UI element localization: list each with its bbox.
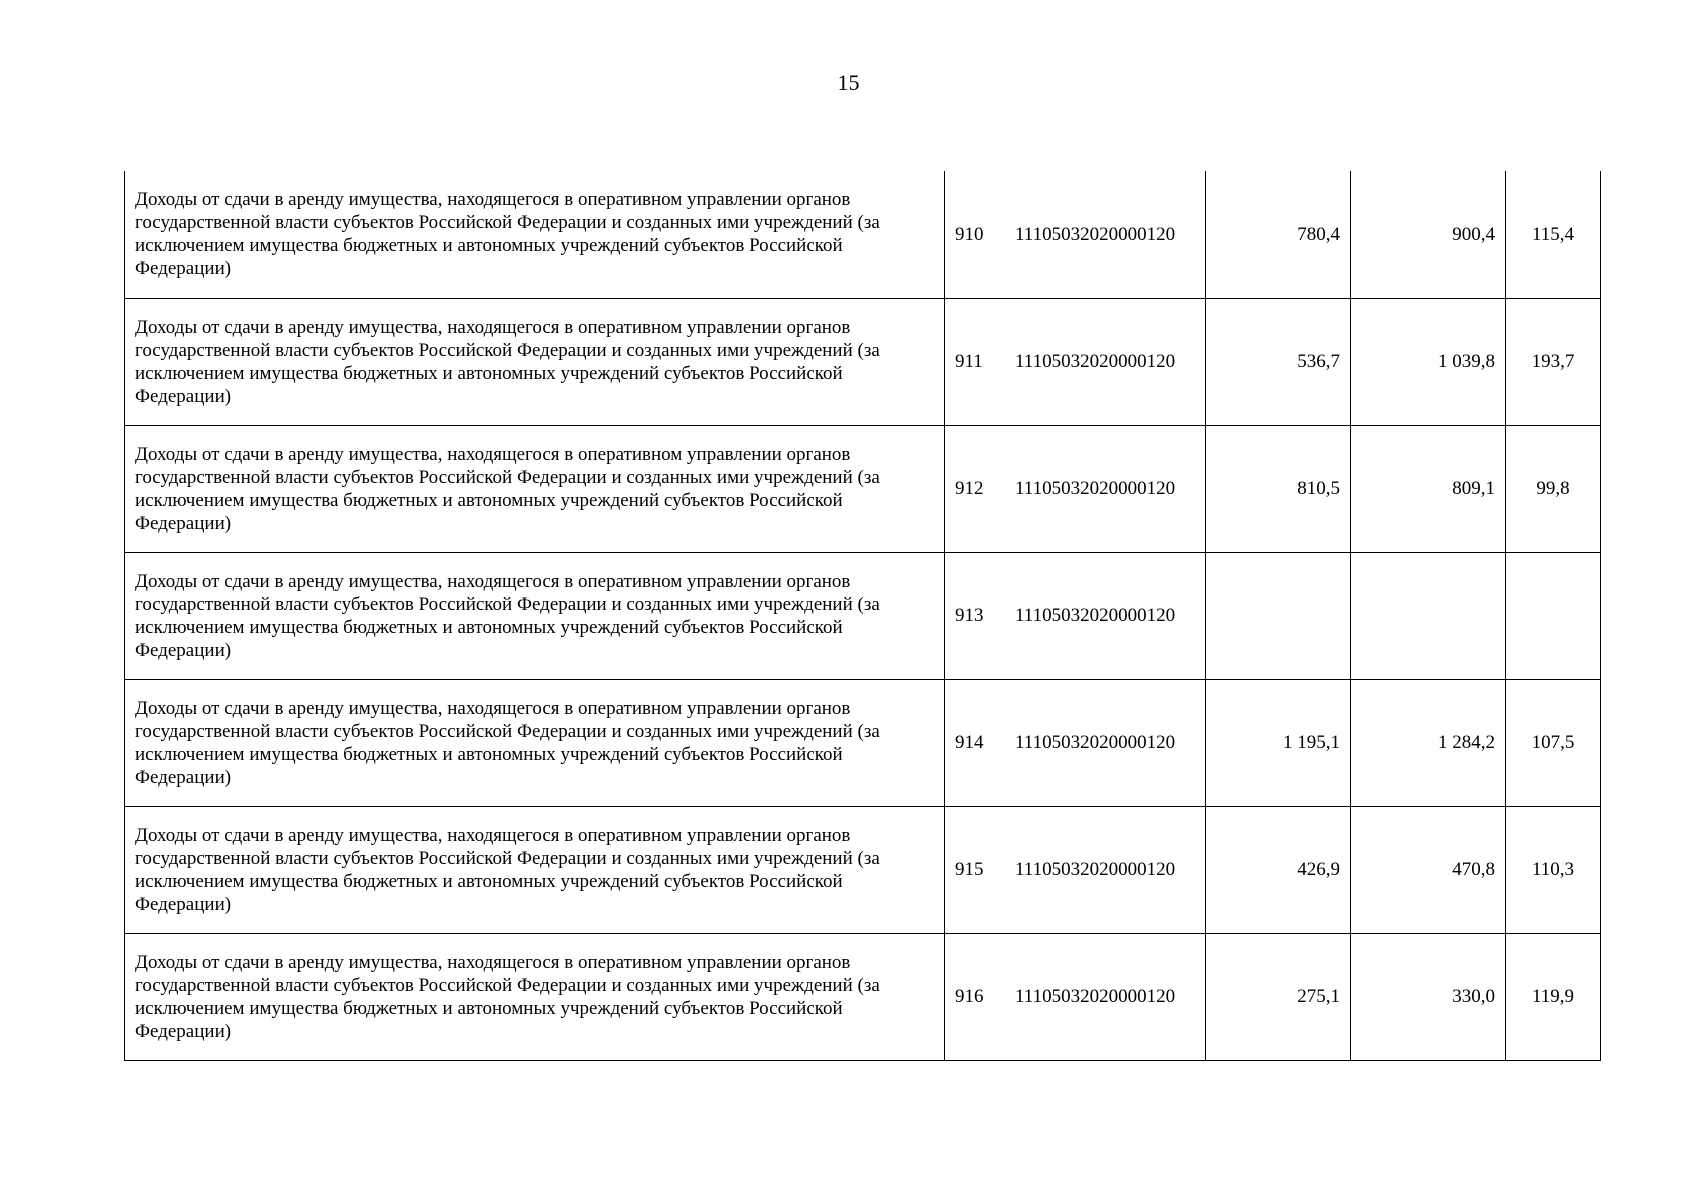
value-1-cell: 275,1 bbox=[1206, 933, 1351, 1060]
percent-cell: 115,4 bbox=[1506, 171, 1601, 298]
admin-code: 910 bbox=[955, 223, 984, 245]
percent-cell: 107,5 bbox=[1506, 679, 1601, 806]
admin-code: 915 bbox=[955, 859, 984, 880]
admin-code: 913 bbox=[955, 605, 984, 626]
income-name-cell: Доходы от сдачи в аренду имущества, находящегося в оперативном управлении органов государственной власти субъектов Российской Федерации и созданных ими учреждений (за исключением имущества бюджетных и автономных учреждений субъектов Российской Федерации) bbox=[125, 806, 945, 933]
income-name-cell: Доходы от сдачи в аренду имущества, находящегося в оперативном управлении органов государственной власти субъектов Российской Федерации и созданных ими учреждений (за исключением имущества бюджетных и автономных учреждений субъектов Российской Федерации) bbox=[125, 552, 945, 679]
income-table bbox=[124, 171, 1601, 1061]
value-2-cell: 330,0 bbox=[1351, 933, 1506, 1060]
income-name-cell: Доходы от сдачи в аренду имущества, находящегося в оперативном управлении органов государственной власти субъектов Российской Федерации и созданных ими учреждений (за исключением имущества бюджетных и автономных учреждений субъектов Российской Федерации) bbox=[125, 679, 945, 806]
value-2-cell: 900,4 bbox=[1351, 171, 1506, 298]
table-row bbox=[125, 679, 1601, 806]
code-cell bbox=[945, 933, 1206, 1060]
percent-cell: 119,9 bbox=[1506, 933, 1601, 1060]
value-2-cell bbox=[1351, 552, 1506, 679]
percent-cell: 193,7 bbox=[1506, 298, 1601, 425]
admin-code: 912 bbox=[955, 478, 984, 499]
code-cell bbox=[945, 171, 1206, 298]
value-2-cell: 1 039,8 bbox=[1351, 298, 1506, 425]
value-1-cell: 1 195,1 bbox=[1206, 679, 1351, 806]
code-cell bbox=[945, 806, 1206, 933]
table-row bbox=[125, 171, 1601, 298]
income-name-cell: Доходы от сдачи в аренду имущества, находящегося в оперативном управлении органов государственной власти субъектов Российской Федерации и созданных ими учреждений (за исключением имущества бюджетных и автономных учреждений субъектов Российской Федерации) bbox=[125, 933, 945, 1060]
value-1-cell: 536,7 bbox=[1206, 298, 1351, 425]
kbk-code: 11105032020000120 bbox=[1015, 478, 1176, 499]
kbk-code: 11105032020000120 bbox=[1015, 986, 1176, 1007]
value-1-cell bbox=[1206, 552, 1351, 679]
kbk-code: 11105032020000120 bbox=[1015, 351, 1176, 372]
value-1-cell: 780,4 bbox=[1206, 171, 1351, 298]
value-2-cell: 470,8 bbox=[1351, 806, 1506, 933]
admin-code: 914 bbox=[955, 732, 984, 753]
kbk-code: 11105032020000120 bbox=[1015, 605, 1176, 626]
page-number: 15 bbox=[837, 70, 860, 95]
kbk-code: 11105032020000120 bbox=[1015, 732, 1176, 753]
code-cell bbox=[945, 298, 1206, 425]
percent-cell: 110,3 bbox=[1506, 806, 1601, 933]
code-cell bbox=[945, 679, 1206, 806]
value-2-cell: 1 284,2 bbox=[1351, 679, 1506, 806]
kbk-code: 11105032020000120 bbox=[1015, 223, 1176, 245]
value-1-cell: 426,9 bbox=[1206, 806, 1351, 933]
percent-cell bbox=[1506, 552, 1601, 679]
percent-cell: 99,8 bbox=[1506, 425, 1601, 552]
value-2-cell: 809,1 bbox=[1351, 425, 1506, 552]
table-row bbox=[125, 425, 1601, 552]
admin-code: 911 bbox=[955, 351, 983, 372]
kbk-code: 11105032020000120 bbox=[1015, 859, 1176, 880]
income-name-cell: Доходы от сдачи в аренду имущества, находящегося в оперативном управлении органов государственной власти субъектов Российской Федерации и созданных ими учреждений (за исключением имущества бюджетных и автономных учреждений субъектов Российской Федерации) bbox=[125, 298, 945, 425]
income-name-cell: Доходы от сдачи в аренду имущества, находящегося в оперативном управлении органов государственной власти субъектов Российской Федерации и созданных ими учреждений (за исключением имущества бюджетных и автономных учреждений субъектов Российской Федерации) bbox=[125, 425, 945, 552]
code-cell bbox=[945, 552, 1206, 679]
admin-code: 916 bbox=[955, 986, 984, 1007]
table-row bbox=[125, 933, 1601, 1060]
value-1-cell: 810,5 bbox=[1206, 425, 1351, 552]
table-row bbox=[125, 806, 1601, 933]
code-cell bbox=[945, 425, 1206, 552]
table-row bbox=[125, 552, 1601, 679]
table-row bbox=[125, 298, 1601, 425]
income-name-cell: Доходы от сдачи в аренду имущества, находящегося в оперативном управлении органов государственной власти субъектов Российской Федерации и созданных ими учреждений (за исключением имущества бюджетных и автономных учреждений субъектов Российской Федерации) bbox=[125, 171, 945, 298]
